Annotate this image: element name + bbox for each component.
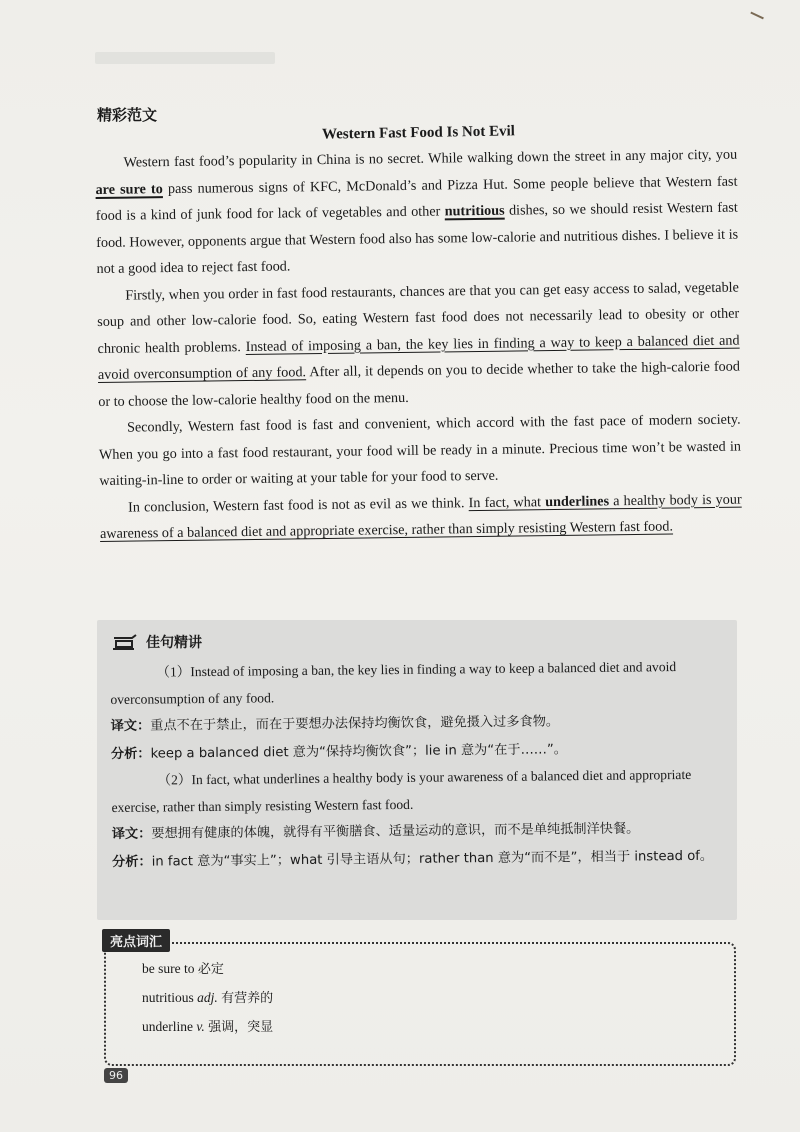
translation-2: 译文：要想拥有健康的体魄，就得有平衡膳食、适量运动的意识，而不是单纯抵制洋快餐。: [111, 821, 640, 842]
page-number: 96: [104, 1068, 128, 1083]
header-strip: [95, 52, 275, 64]
essay-paragraph-1: Western fast food’s popularity in China is no secret. While walking down the street in any major city, you are sure to pass numerous signs of KFC, McDonald’s and Pizza Hut. Some people believe that Western fast food is a kind of junk food for lack of vegetables and other nutritious dishes, so we should resist Western fast food. However, opponents argue that Western food also has some low-calorie and nutritious dishes. I believe it is not a good idea to reject fast food.: [95, 146, 739, 277]
good-sentence-2: （2）In fact, what underlines a healthy body is your awareness of a balanced diet and appropriate exercise, rather than simply resisting Western fast food.: [111, 766, 692, 815]
vocab-item: be sure to 必定: [142, 961, 224, 977]
key-sentence-2: In fact, what underlines a healthy body is your awareness of a balanced diet and appropriate exercise, rather than simply resisting Western fast food.: [99, 491, 742, 542]
essay-paragraph-3: Secondly, Western fast food is fast and convenient, which accord with the fast pace of modern society. When you go into a fast food restaurant, your food will be ready in a minute. Precious time won’t be wasted in waiting-in-line to order or waiting at your table for your food to serve.: [98, 411, 742, 489]
corner-mark: [746, 12, 764, 29]
vocab-tag: 亮点词汇: [102, 929, 170, 952]
sentences-box-heading: 佳句精讲: [112, 632, 202, 652]
vocab-list: [142, 955, 273, 1042]
essay-paragraph-2: Firstly, when you order in fast food restaurants, chances are that you can get easy access to salad, vegetable soup and other low-calorie food. So, eating Western fast food does not necessarily lead to obesity or other chronic health problems. Instead of imposing a ban, the key lies in finding a way to keep a balanced diet and avoid overconsumption of any food. After all, it depends on you to decide whether to take the high-calorie food or to choose the low-calorie healthy food on the menu.: [97, 279, 741, 410]
pen-icon: [112, 634, 138, 650]
highlight-phrase: are sure to: [95, 180, 163, 198]
essay-title: Western Fast Food Is Not Evil: [321, 123, 516, 143]
sentences-box-body: [110, 654, 727, 876]
good-sentence-1: （1）Instead of imposing a ban, the key lies in finding a way to keep a balanced diet and avoid overconsumption of any food.: [110, 659, 677, 707]
essay-paragraph-4: In conclusion, Western fast food is not as evil as we think. In fact, what underlines a healthy body is your awareness of a balanced diet and appropriate exercise, rather than simply resisting Western fast food.: [99, 491, 742, 542]
analysis-2: 分析：in fact 意为“事实上”；what 引导主语从句；rather than 意为“而不是”，相当于 instead of。: [112, 848, 714, 870]
analysis-1: 分析：keep a balanced diet 意为“保持均衡饮食”；lie in 意为“在于……”。: [110, 741, 568, 762]
vocab-item: underline v. 强调，突显: [142, 1019, 274, 1035]
vocab-item: nutritious adj. 有营养的: [142, 990, 274, 1006]
essay-body: [95, 142, 742, 548]
section-title: 精彩范文: [97, 106, 158, 124]
highlight-word: underlines: [545, 492, 610, 510]
translation-1: 译文：重点不在于禁止，而在于要想办法保持均衡饮食，避免摄入过多食物。: [110, 714, 560, 734]
highlight-word: nutritious: [444, 202, 505, 220]
key-sentence-1: Instead of imposing a ban, the key lies in finding a way to keep a balanced diet and avoid overconsumption of any food.: [97, 332, 740, 383]
